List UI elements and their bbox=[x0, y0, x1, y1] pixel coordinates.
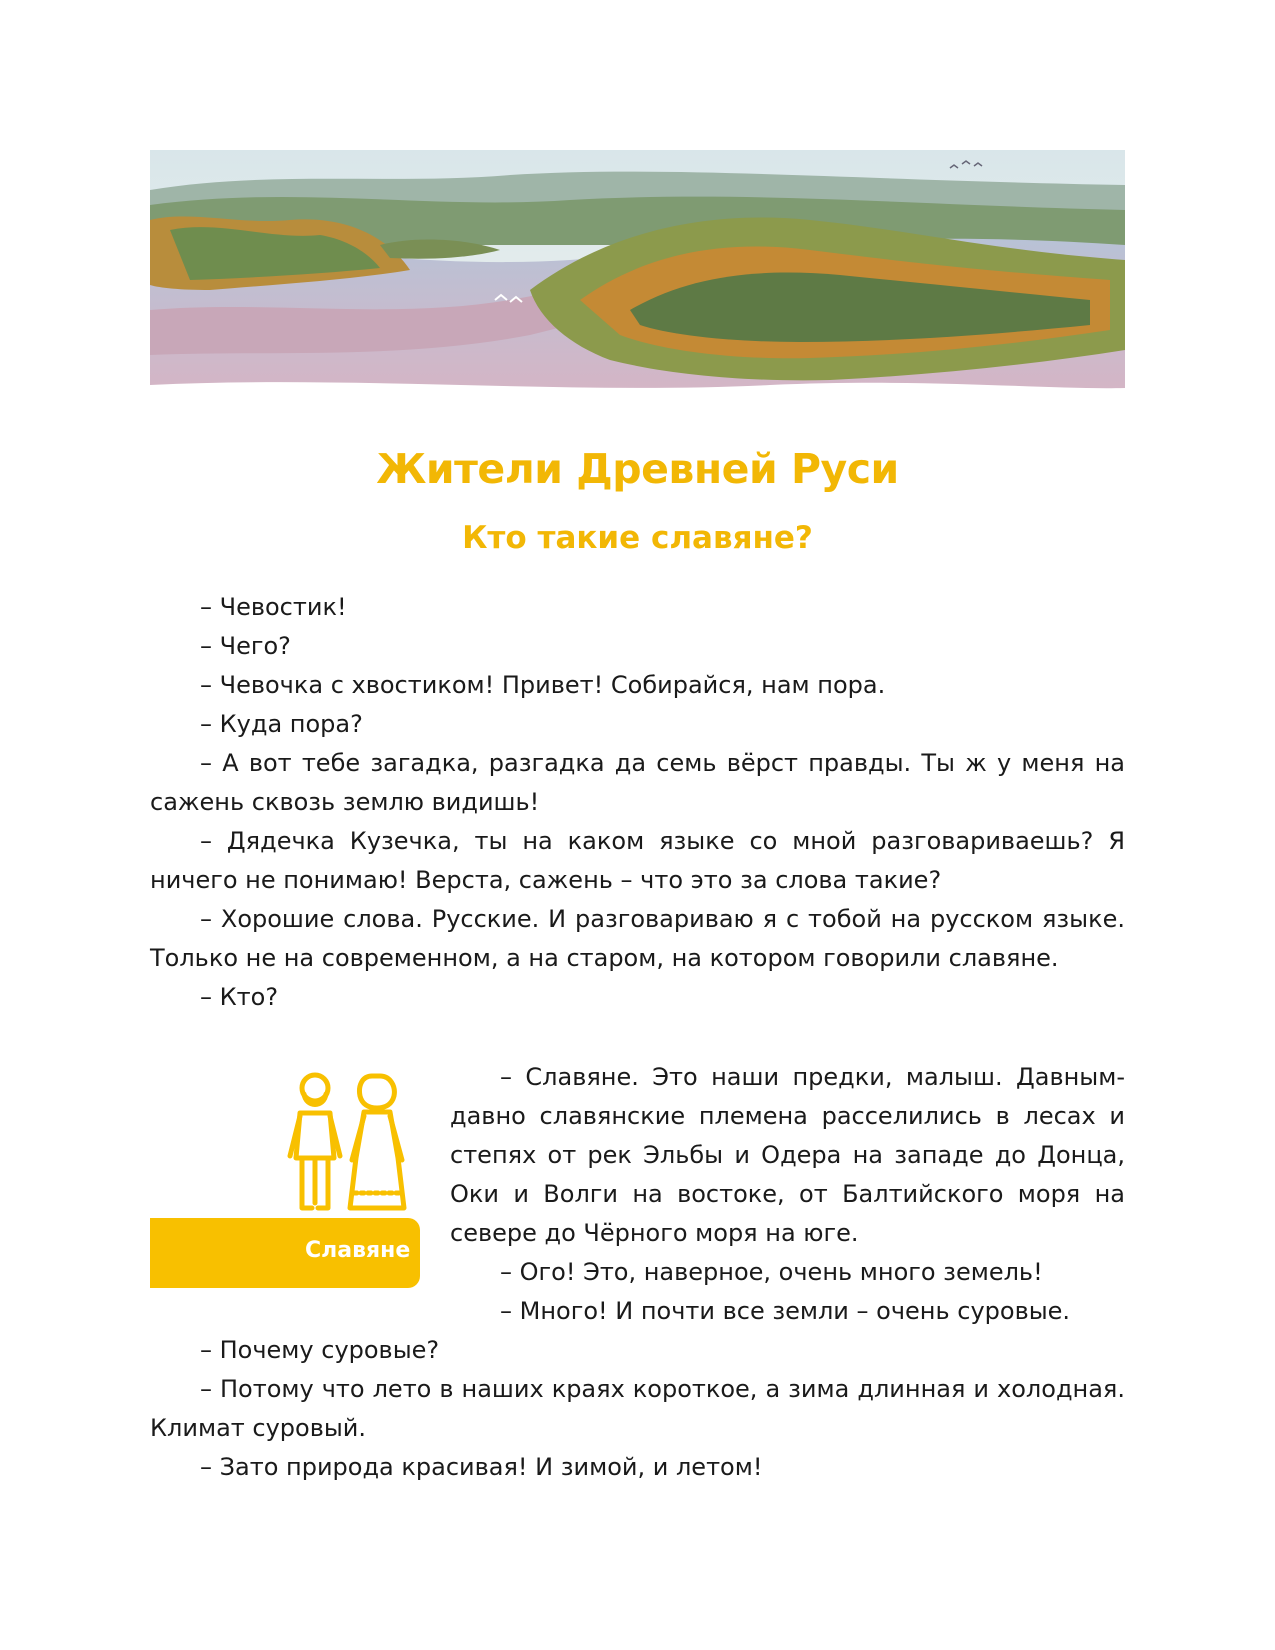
dialogue-line: – Чего? bbox=[200, 632, 291, 660]
dialogue-top bbox=[150, 588, 1125, 1017]
dialogue-line: – Много! И почти все земли – очень суровые. bbox=[500, 1297, 1071, 1325]
landscape-illustration bbox=[150, 150, 1125, 405]
dialogue-line: – Чевостик! bbox=[200, 593, 347, 621]
dialogue-line: – Потому что лето в наших краях короткое, а зима длинная и холодная. Климат суровый. bbox=[150, 1375, 1125, 1442]
slavic-label: Славяне bbox=[305, 1238, 411, 1263]
dialogue-line: – Куда пора? bbox=[200, 710, 363, 738]
slavic-couple-icon bbox=[280, 1068, 420, 1218]
dialogue-line: – Почему суровые? bbox=[200, 1336, 440, 1364]
page-subtitle: Кто такие славяне? bbox=[462, 520, 813, 556]
dialogue-line: – Кто? bbox=[200, 983, 279, 1011]
dialogue-line: – Хорошие слова. Русские. И разговариваю я с тобой на русском языке. Только не на современном, а на старом, на котором говорили славяне. bbox=[150, 905, 1125, 972]
dialogue-line: – А вот тебе загадка, разгадка да семь вёрст правды. Ты ж у меня на сажень сквозь землю видишь! bbox=[150, 749, 1125, 816]
dialogue-bottom bbox=[150, 1331, 1125, 1487]
dialogue-line: – Дядечка Кузечка, ты на каком языке со мной разговариваешь? Я ничего не понимаю! Верста, сажень – что это за слова такие? bbox=[150, 827, 1125, 894]
dialogue-line: – Зато природа красивая! И зимой, и летом! bbox=[200, 1453, 763, 1481]
dialogue-line: – Чевочка с хвостиком! Привет! Собирайся, нам пора. bbox=[200, 671, 886, 699]
slavic-label-bar bbox=[150, 1218, 420, 1288]
landscape-river-icon bbox=[150, 150, 1125, 405]
dialogue-line: – Славяне. Это наши предки, малыш. Давным-давно славянские племена расселились в лесах и степях от рек Эльбы и Одера на западе до Донца, Оки и Волги на востоке, от Балтийского моря на севере до Чёрного моря на юге. bbox=[450, 1063, 1125, 1247]
slavic-badge bbox=[150, 1068, 420, 1288]
page-title: Жители Древней Руси bbox=[376, 445, 899, 493]
dialogue-side bbox=[450, 1058, 1125, 1331]
dialogue-line: – Ого! Это, наверное, очень много земель! bbox=[500, 1258, 1043, 1286]
